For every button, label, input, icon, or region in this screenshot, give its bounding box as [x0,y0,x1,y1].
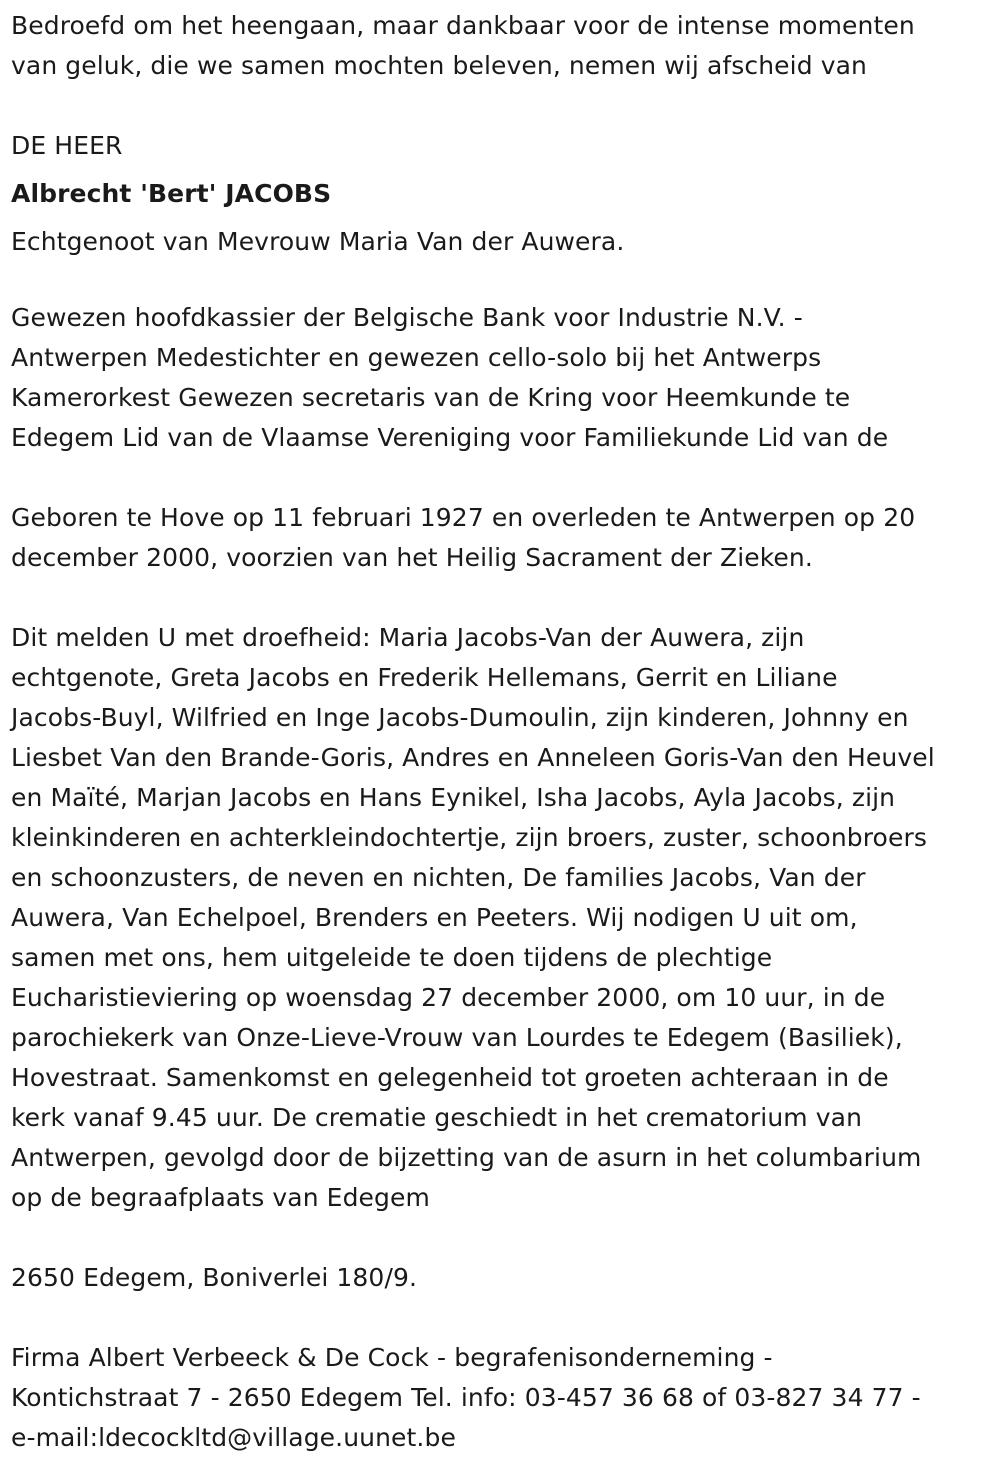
deceased-name: Albrecht 'Bert' JACOBS [11,179,332,208]
paragraph-gap [11,1298,986,1338]
announcement-line: echtgenote, Greta Jacobs en Frederik Hellemans, Gerrit en Liliane [11,663,838,692]
funeral-home-paragraph [11,1338,986,1458]
announcement-line: Auwera, Van Echelpoel, Brenders en Peeters. Wij nodigen U uit om, [11,903,858,932]
intro-line: Bedroefd om het heengaan, maar dankbaar voor de intense momenten [11,11,915,40]
intro-paragraph [11,6,986,86]
home-address: 2650 Edegem, Boniverlei 180/9. [11,1263,418,1292]
announcement-line: Dit melden U met droefheid: Maria Jacobs-Van der Auwera, zijn [11,623,805,652]
funeral-home-email[interactable]: e-mail:ldecockltd@village.uunet.be [11,1423,456,1452]
announcement-line: kerk vanaf 9.45 uur. De crematie geschiedt in het crematorium van [11,1103,863,1132]
career-paragraph [11,298,986,458]
announcement-line: Eucharistieviering op woensdag 27 december 2000, om 10 uur, in de [11,983,886,1012]
announcement-line: Liesbet Van den Brande-Goris, Andres en Anneleen Goris-Van den Heuvel [11,743,935,772]
obituary-document [11,6,986,1458]
intro-line: van geluk, die we samen mochten beleven, nemen wij afscheid van [11,51,867,80]
birth-death-line: Geboren te Hove op 11 februari 1927 en overleden te Antwerpen op 20 [11,503,916,532]
paragraph-gap [11,458,986,498]
announcement-line: Antwerpen, gevolgd door de bijzetting van de asurn in het columbarium [11,1143,922,1172]
announcement-line: kleinkinderen en achterkleindochtertje, zijn broers, zuster, schoonbroers [11,823,927,852]
career-line: Gewezen hoofdkassier der Belgische Bank voor Industrie N.V. - [11,303,803,332]
career-line: Kamerorkest Gewezen secretaris van de Kring voor Heemkunde te [11,383,851,412]
spouse-line: Echtgenoot van Mevrouw Maria Van der Auwera. [11,227,625,256]
paragraph-gap [11,266,986,298]
paragraph-gap [11,86,986,126]
announcement-line: samen met ons, hem uitgeleide te doen tijdens de plechtige [11,943,773,972]
birth-death-line: december 2000, voorzien van het Heilig Sacrament der Zieken. [11,543,813,572]
honorific-title: DE HEER [11,131,123,160]
career-line: Edegem Lid van de Vlaamse Vereniging voor Familiekunde Lid van de [11,423,889,452]
announcement-line: parochiekerk van Onze-Lieve-Vrouw van Lourdes te Edegem (Basiliek), [11,1023,903,1052]
announcement-line: op de begraafplaats van Edegem [11,1183,430,1212]
announcement-line: en Maïté, Marjan Jacobs en Hans Eynikel, Isha Jacobs, Ayla Jacobs, zijn [11,783,896,812]
funeral-home-line: Kontichstraat 7 - 2650 Edegem Tel. info: 03-457 36 68 of 03-827 34 77 - [11,1383,921,1412]
announcement-line: Jacobs-Buyl, Wilfried en Inge Jacobs-Dumoulin, zijn kinderen, Johnny en [11,703,909,732]
birth-death-paragraph [11,498,986,578]
paragraph-gap [11,1218,986,1258]
announcement-line: Hovestraat. Samenkomst en gelegenheid tot groeten achteraan in de [11,1063,889,1092]
paragraph-gap [11,578,986,618]
announcement-paragraph [11,618,986,1218]
announcement-line: en schoonzusters, de neven en nichten, De families Jacobs, Van der [11,863,866,892]
career-line: Antwerpen Medestichter en gewezen cello-solo bij het Antwerps [11,343,822,372]
funeral-home-line: Firma Albert Verbeeck & De Cock - begrafenisonderneming - [11,1343,773,1372]
